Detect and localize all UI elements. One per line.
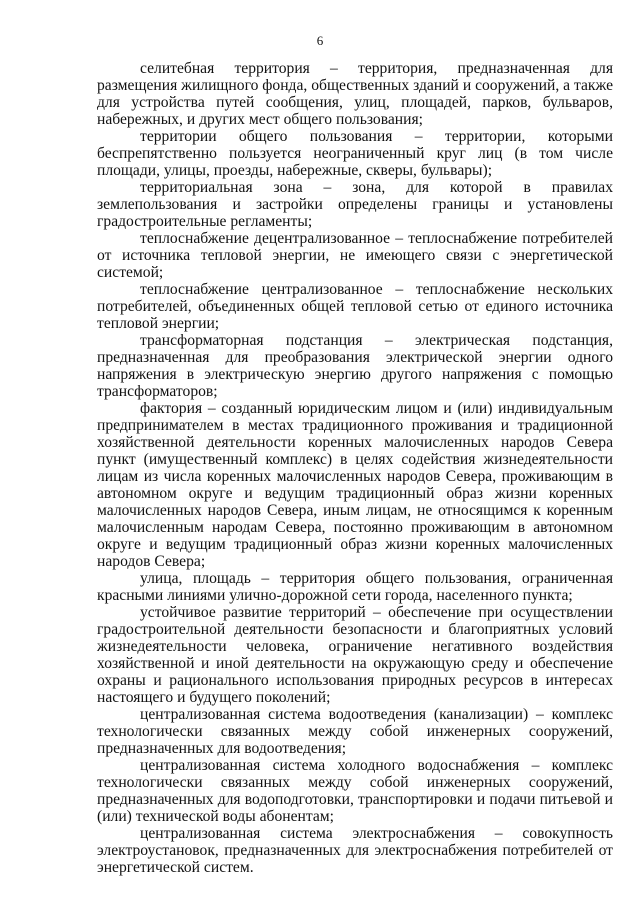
definition-paragraph: территории общего пользования – территории, которыми беспрепятственно пользуется неограниченный круг лиц (в том числе площади, улицы, проезды, набережные, скверы, бульвары); xyxy=(97,128,613,179)
definition-paragraph: централизованная система электроснабжения – совокупность электроустановок, предназначенных для электроснабжения потребителей от энергетической систем. xyxy=(97,825,613,876)
definition-paragraph: трансформаторная подстанция – электрическая подстанция, предназначенная для преобразования электрической энергии одного напряжения в электрическую энергию другого напряжения с помощью трансформаторов; xyxy=(97,332,613,400)
definition-paragraph: устойчивое развитие территорий – обеспечение при осуществлении градостроительной деятельности безопасности и благоприятных условий жизнедеятельности человека, ограничение негативного воздействия хозяйственной и иной деятельности на окружающую среду и обеспечение охраны и рационального использования природных ресурсов в интересах настоящего и будущего поколений; xyxy=(97,604,613,706)
definition-paragraph: централизованная система водоотведения (канализации) – комплекс технологически связанных между собой инженерных сооружений, предназначенных для водоотведения; xyxy=(97,706,613,757)
definition-paragraph: фактория – созданный юридическим лицом и (или) индивидуальным предпринимателем в местах традиционного проживания и традиционной хозяйственной деятельности коренных малочисленных народов Севера пункт (имущественный комплекс) в целях содействия жизнедеятельности лицам из числа коренных малочисленных народов Севера, проживающим в автономном округе и ведущим традиционный образ жизни коренных малочисленных народов Севера, иным лицам, не относящимся к коренным малочисленным народам Севера, постоянно проживающим в автономном округе и ведущим традиционный образ жизни коренных малочисленных народов Севера; xyxy=(97,400,613,570)
document-body xyxy=(97,60,613,876)
definition-paragraph: теплоснабжение децентрализованное – теплоснабжение потребителей от источника тепловой энергии, не имеющего связи с энергетической системой; xyxy=(97,230,613,281)
definition-paragraph: территориальная зона – зона, для которой в правилах землепользования и застройки определены границы и установлены градостроительные регламенты; xyxy=(97,179,613,230)
definition-paragraph: селитебная территория – территория, предназначенная для размещения жилищного фонда, общественных зданий и сооружений, а также для устройства путей сообщения, улиц, площадей, парков, бульваров, набережных, и других мест общего пользования; xyxy=(97,60,613,128)
definition-paragraph: теплоснабжение централизованное – теплоснабжение нескольких потребителей, объединенных общей тепловой сетью от единого источника тепловой энергии; xyxy=(97,281,613,332)
definition-paragraph: улица, площадь – территория общего пользования, ограниченная красными линиями улично-дорожной сети города, населенного пункта; xyxy=(97,570,613,604)
definition-paragraph: централизованная система холодного водоснабжения – комплекс технологически связанных между собой инженерных сооружений, предназначенных для водоподготовки, транспортировки и подачи питьевой и (или) технической воды абонентам; xyxy=(97,757,613,825)
page-number: 6 xyxy=(316,33,324,48)
